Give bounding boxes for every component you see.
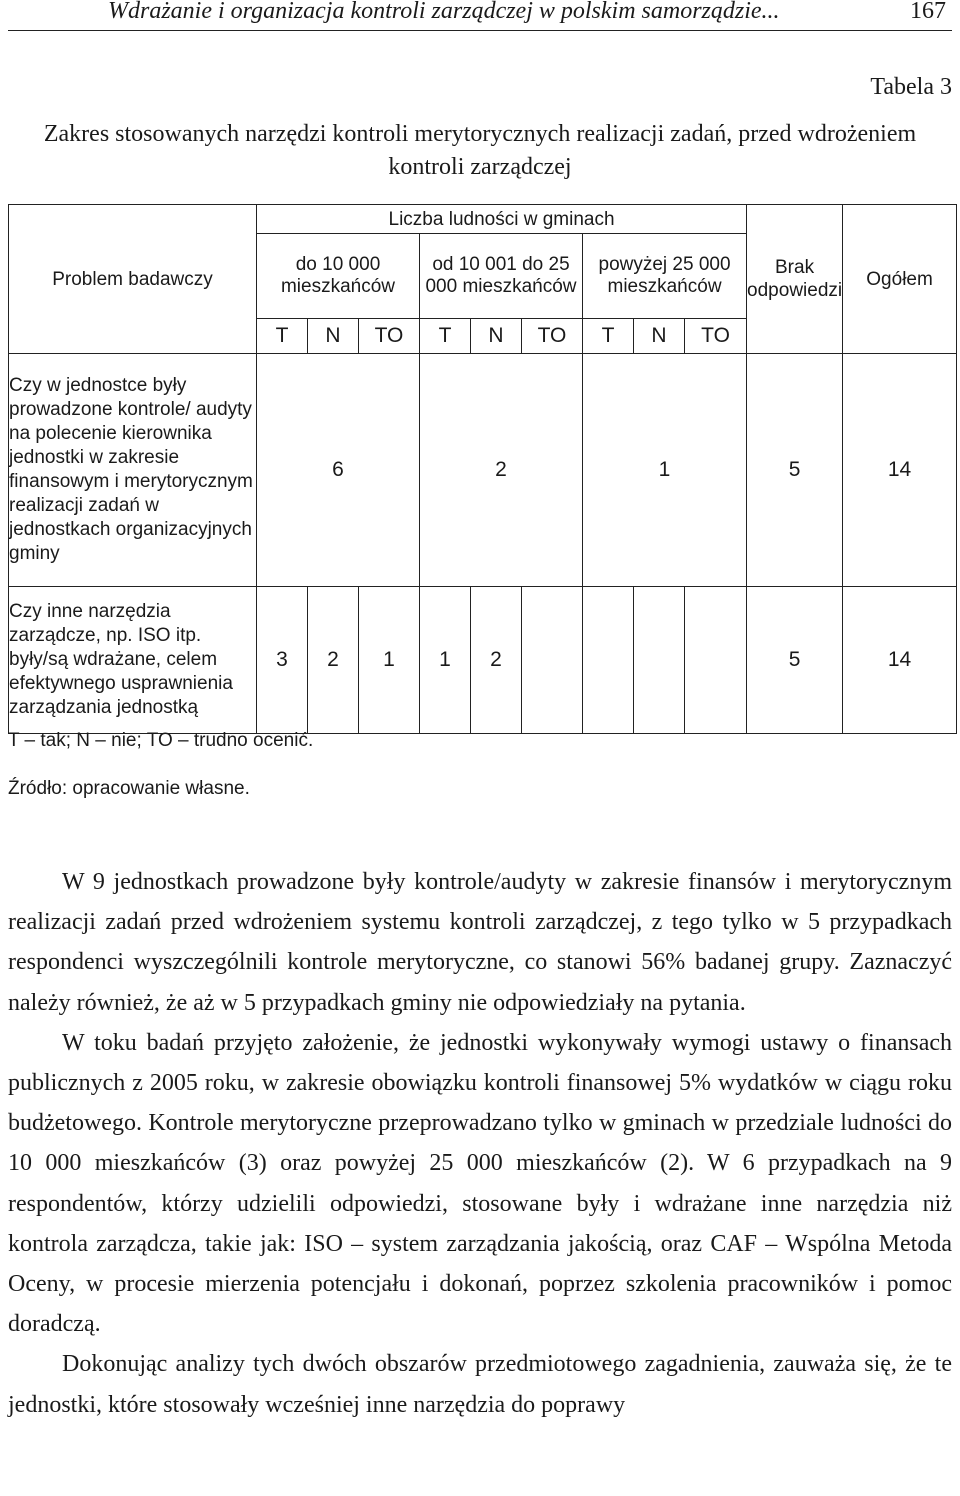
running-title: Wdrażanie i organizacja kontroli zarządczej w polskim samorządzie...: [108, 0, 780, 24]
table-source: Źródło: opracowanie własne.: [8, 778, 250, 799]
table-legend: T – tak; N – nie; TO – trudno ocenić.: [8, 730, 314, 751]
paragraph: Dokonując analizy tych dwóch obszarów przedmiotowego zagadnienia, zauważa się, że te jednostki, które stosowały wcześniej inne narzędzia do poprawy: [8, 1351, 952, 1418]
total-cell: 14: [843, 587, 957, 734]
paragraph: W 9 jednostkach prowadzone były kontrole/audyty w zakresie finansów i merytorycznym realizacji zadań przed wdrożeniem systemu kontroli zarządczej, z tego tylko w 5 przypadkach respondenci wyszczególnili kontrole merytoryczne, co stanowi 56% badanej grupy. Zaznaczyć należy również, że aż w 5 przypadkach gminy nie odpowiedziały na pytania.: [8, 869, 952, 1016]
tn-label: T: [257, 319, 308, 354]
header-10001-25000: od 10 001 do 25 000 mieszkańców: [420, 234, 583, 319]
paragraph: W toku badań przyjęto założenie, że jednostki wykonywały wymogi ustawy o finansach publicznych z 2005 roku, w zakresie obowiązku kontroli finansowej 5% wydatków w ciągu roku budżetowego. Kontrole merytoryczne przeprowadzano tylko w gminach w przedziale ludności do 10 000 mieszkańców (3) oraz powyżej 25 000 mieszkańców (2). W 6 przypadkach na 9 respondentów, którzy udzielili odpowiedzi, stosowane były i wdrażane inne narzędzia niż kontrola zarządcza, takie jak: ISO – system zarządzania jakością, oraz CAF – Wspólna Metoda Oceny, w procesie mierzenia potencjału i dokonań, poprzez szkolenia pracowników i pomoc doradczą.: [8, 1029, 952, 1338]
header-no-answer: Brak odpowiedzi: [747, 205, 843, 354]
body-text: [8, 862, 952, 1425]
running-head: [8, 0, 952, 31]
header-population-group: Liczba ludności w gminach: [257, 205, 747, 234]
value-cell: [522, 587, 583, 734]
table-row: [9, 354, 957, 587]
value-cell: [685, 587, 747, 734]
tn-label: T: [420, 319, 471, 354]
value-cell: 3: [257, 587, 308, 734]
page-number: 167: [910, 0, 946, 24]
header-problem: Problem badawczy: [9, 205, 257, 354]
value-cell: [634, 587, 685, 734]
tn-label: N: [634, 319, 685, 354]
value-cell: 6: [257, 354, 420, 587]
tn-label: N: [308, 319, 359, 354]
tn-label: N: [471, 319, 522, 354]
tn-label: TO: [685, 319, 747, 354]
header-total: Ogółem: [843, 205, 957, 354]
question-cell: Czy inne narzędzia zarządcze, np. ISO itp. były/są wdrażane, celem efektywnego usprawnienia zarządzania jednostką: [9, 587, 257, 734]
value-cell: 2: [308, 587, 359, 734]
no-answer-cell: 5: [747, 354, 843, 587]
table-caption: Zakres stosowanych narzędzi kontroli merytorycznych realizacji zadań, przed wdrożeniem kontroli zarządczej: [43, 121, 917, 180]
tn-label: T: [583, 319, 634, 354]
value-cell: 1: [359, 587, 420, 734]
data-table: [8, 204, 957, 734]
header-under-10000: do 10 000 mieszkańców: [257, 234, 420, 319]
tn-label: TO: [359, 319, 420, 354]
table-row: [9, 587, 957, 734]
value-cell: [583, 587, 634, 734]
question-cell: Czy w jednostce były prowadzone kontrole/ audyty na polecenie kierownika jednostki w zakresie finansowym i merytorycznym realizacji zadań w jednostkach organizacyjnych gminy: [9, 354, 257, 587]
value-cell: 1: [583, 354, 747, 587]
value-cell: 1: [420, 587, 471, 734]
no-answer-cell: 5: [747, 587, 843, 734]
tn-label: TO: [522, 319, 583, 354]
header-over-25000: powyżej 25 000 mieszkańców: [583, 234, 747, 319]
total-cell: 14: [843, 354, 957, 587]
table-number: Tabela 3: [870, 74, 952, 100]
value-cell: 2: [420, 354, 583, 587]
value-cell: 2: [471, 587, 522, 734]
